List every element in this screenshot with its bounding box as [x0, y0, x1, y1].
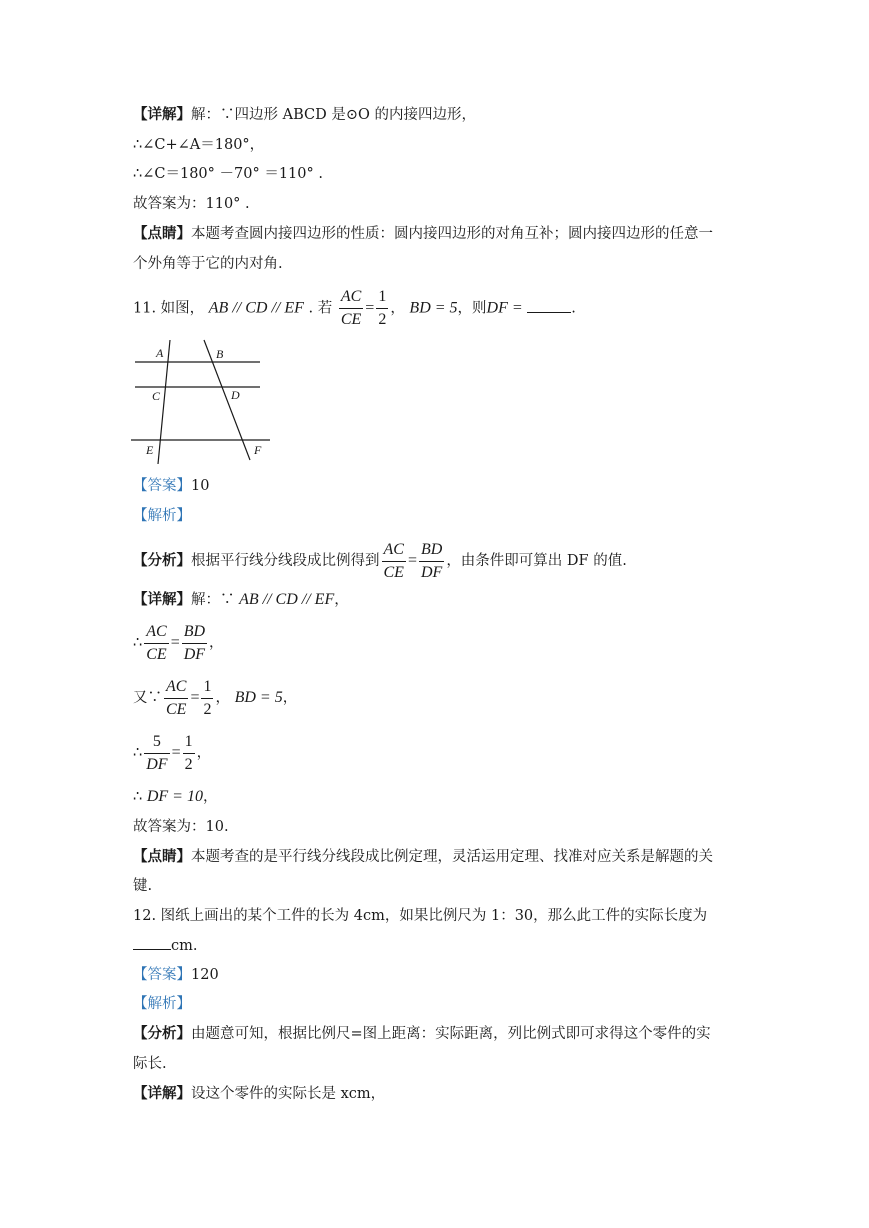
answer-tag: 【答案】 — [133, 478, 191, 494]
q11-final: 故答案为：10. — [133, 819, 229, 835]
fraction-ac-ce-2: $\frac{AC}{CE}$ — [383, 540, 404, 581]
label-b: B — [216, 347, 224, 361]
p10-remark-text: 本题考查圆内接四边形的性质：圆内接四边形的对角互补；圆内接四边形的任意一 — [191, 226, 713, 242]
p10-line1: 解：∵四边形 ABCD 是⊙O 的内接四边形， — [191, 107, 476, 123]
fraction-bd-df: $\frac{BD}{DF}$ — [420, 540, 443, 581]
p10-line3: ∴∠C＝180° －70° ＝110° . — [133, 166, 323, 182]
q11-answer: 10 — [191, 478, 210, 494]
q11-bd5: BD = 5 — [409, 299, 458, 317]
label-c: C — [152, 389, 161, 403]
q11-step1: ∴ $\frac{AC}{CE}$ = $\frac{BD}{DF}$ ， — [133, 622, 224, 663]
p10-line2: ∴∠C+∠A＝180°， — [133, 137, 265, 153]
p10-detail-line — [133, 105, 476, 125]
q12-question-line2: cm. — [133, 935, 197, 956]
p10-line6: 个外角等于它的内对角. — [133, 256, 283, 272]
q12-analysis-tag: 【解析】 — [133, 996, 191, 1012]
q11-number: 11. 如图， — [133, 300, 205, 317]
q11-detail-line: 【详解】解：∵ AB // CD // EF， — [133, 591, 349, 608]
q11-remark-line: 【点睛】本题考查的是平行线分线段成比例定理，灵活运用定理、找准对应关系是解题的关 — [133, 848, 713, 865]
q11-step2: 又∵ $\frac{AC}{CE}$ = $\frac{1}{2}$ ， BD = 5， — [133, 677, 298, 718]
q11-answer-line — [133, 476, 209, 496]
answer-blank-2 — [133, 935, 171, 950]
remark-tag: 【点睛】 — [133, 225, 191, 242]
label-e: E — [146, 443, 154, 457]
label-d: D — [231, 388, 240, 402]
detail-tag: 【详解】 — [133, 106, 191, 123]
answer-tag-2: 【答案】 — [133, 967, 191, 983]
q12-fenxi-line2: 际长. — [133, 1056, 167, 1072]
answer-blank — [527, 298, 571, 313]
q11-remark-line2: 键. — [133, 878, 153, 894]
label-a: A — [156, 346, 164, 360]
q11-parallel: AB // CD // EF — [208, 299, 304, 317]
p10-line4: 故答案为：110° . — [133, 196, 250, 212]
q11-fenxi-line: 【分析】根据平行线分线段成比例得到 $\frac{AC}{CE}$ = $\frac{BD}{DF}$ ，由条件即可算出 DF 的值. — [133, 538, 627, 584]
p10-remark-line — [133, 224, 713, 244]
q11-step3: ∴ $\frac{5}{DF}$ = $\frac{1}{2}$ ， — [133, 732, 212, 773]
fraction-one-half: $\frac{1}{2}$ — [378, 288, 387, 328]
detail-tag-2: 【详解】 — [133, 591, 191, 608]
fraction-ac-ce: $\frac{AC}{CE}$ — [340, 288, 362, 328]
q11-step4: ∴ DF = 10， — [133, 788, 218, 805]
parallel-lines-figure — [128, 336, 278, 468]
remark-tag-2: 【点睛】 — [133, 848, 191, 865]
transversal-bdf — [204, 340, 250, 460]
q12-answer-line: 【答案】120 — [133, 967, 219, 983]
q11-if: . 若 — [303, 300, 333, 317]
q12-detail-line: 【详解】设这个零件的实际长是 xcm， — [133, 1085, 386, 1102]
q11-df: DF = — [486, 299, 523, 317]
q11-question: 11. 如图， AB // CD // EF . 若 $\frac{AC}{CE}$ = $\frac{1}{2}$ ， BD = 5，则DF = . — [133, 286, 576, 331]
q11-analysis-tag: 【解析】 — [133, 508, 191, 524]
q12-question: 12. 图纸上画出的某个工件的长为 4cm，如果比例尺为 1：30，那么此工件的实际长度为 — [133, 908, 708, 924]
fenxi-tag: 【分析】 — [133, 552, 191, 569]
q12-fenxi-line: 【分析】由题意可知，根据比例尺=图上距离：实际距离，列比例式即可求得这个零件的实 — [133, 1025, 711, 1042]
detail-tag-3: 【详解】 — [133, 1085, 191, 1102]
fenxi-tag-2: 【分析】 — [133, 1025, 191, 1042]
label-f: F — [254, 443, 262, 457]
